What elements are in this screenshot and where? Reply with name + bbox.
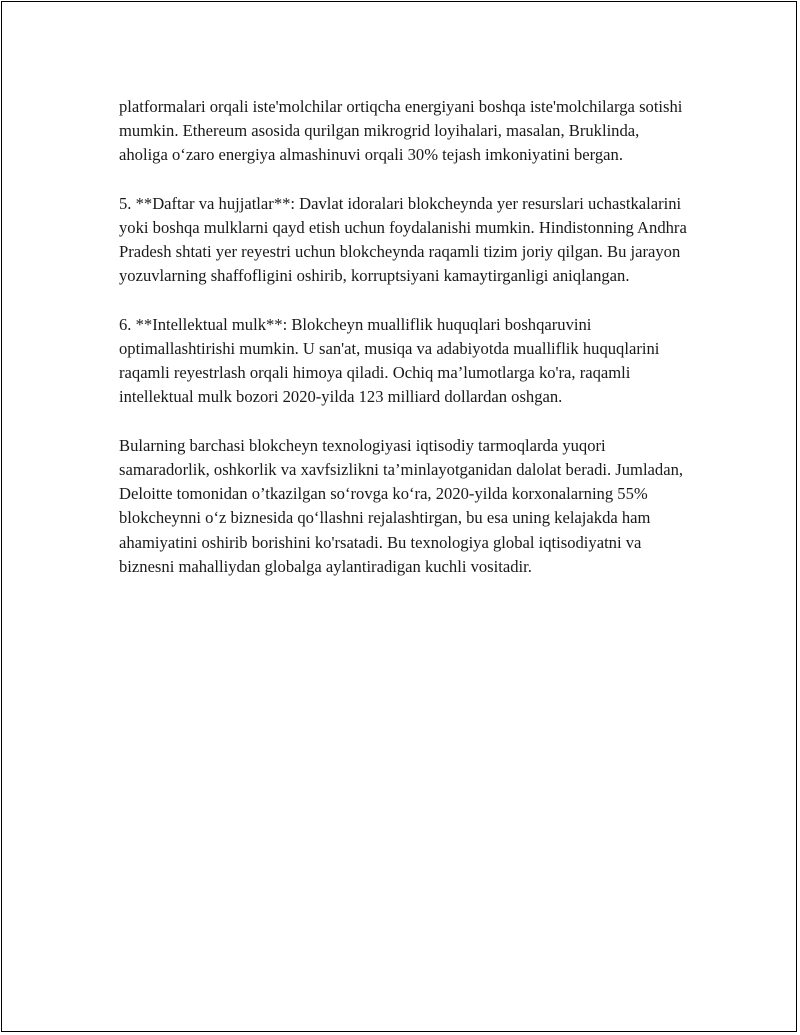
document-page [1, 1, 797, 1032]
paragraph-registry-documents: 5. **Daftar va hujjatlar**: Davlat idoralari blokcheynda yer resurslari uchastkalarini yoki boshqa mulklarni qayd etish uchun foydalanishi mumkin. Hindistonning Andhra Pradesh shtati yer reyestri uchun blokcheynda raqamli tizim joriy qilgan. Bu jarayon yozuvlarning shaffofligini oshirib, korruptsiyani kamaytirganligi aniqlangan. [119, 193, 687, 286]
paragraph-energy-trading: platformalari orqali iste'molchilar ortiqcha energiyani boshqa iste'molchilarga sotishi mumkin. Ethereum asosida qurilgan mikrogrid loyihalari, masalan, Bruklinda, aholiga o‘zaro energiya almashinuvi orqali 30% tejash imkoniyatini bergan. [119, 97, 683, 165]
document-body [119, 95, 689, 579]
paragraph-intellectual-property: 6. **Intellektual mulk**: Blokcheyn mualliflik huquqlari boshqaruvini optimallashtirishi mumkin. U san'at, musiqa va adabiyotda mualliflik huquqlarini raqamli reyestrlash orqali himoya qiladi. Ochiq ma’lumotlarga ko'ra, raqamli intellektual mulk bozori 2020-yilda 123 milliard dollardan oshgan. [119, 314, 660, 407]
paragraph-conclusion: Bularning barchasi blokcheyn texnologiyasi iqtisodiy tarmoqlarda yuqori samaradorlik, oshkorlik va xavfsizlikni ta’minlayotganidan dalolat beradi. Jumladan, Deloitte tomonidan o’tkazilgan so‘rovga ko‘ra, 2020-yilda korxonalarning 55% blokcheynni o‘z biznesida qo‘llashni rejalashtirgan, bu esa uning kelajakda ham ahamiyatini oshirib borishini ko'rsatadi. Bu texnologiya global iqtisodiyatni va biznesni mahalliydan globalga aylantiradigan kuchli vositadir. [119, 435, 684, 576]
